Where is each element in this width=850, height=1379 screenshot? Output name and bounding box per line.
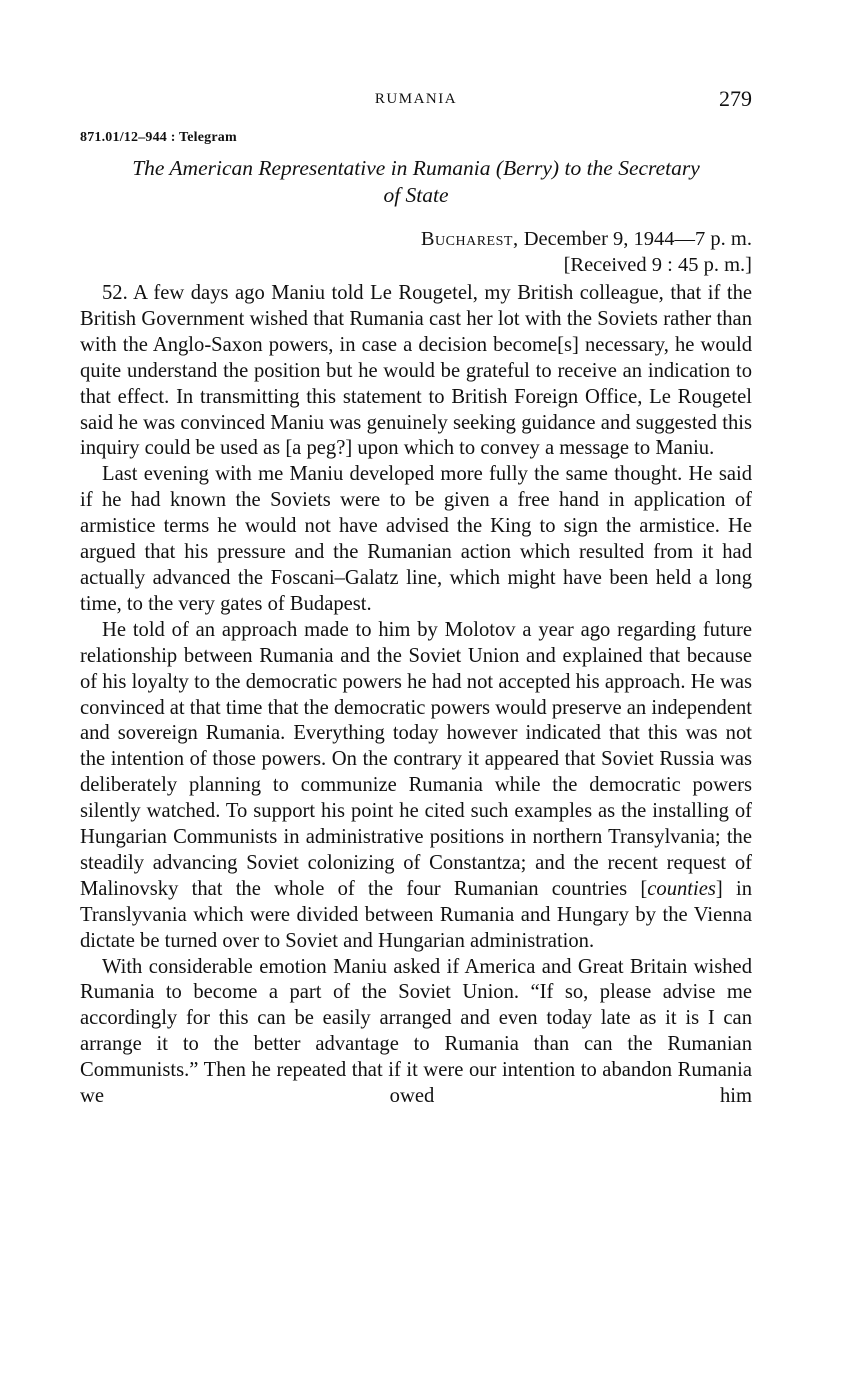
telegram-body bbox=[80, 281, 752, 1110]
paragraph-1: 52. A few days ago Maniu told Le Rougetel, my British colleague, that if the British Government wished that Rumania cast her lot with the Soviets rather than with the Anglo-Saxon powers, in case a decision become[s] necessary, he would quite understand the position but he would be grateful to receive an indication to that effect. In transmitting this statement to British Foreign Office, Le Rougetel said he was convinced Maniu was genuinely seeking guidance and suggested this inquiry could be used as [a peg?] upon which to convey a message to Maniu. bbox=[80, 282, 752, 460]
document-title bbox=[80, 155, 752, 209]
dateline-date: December 9, 1944—7 p. m. bbox=[518, 228, 752, 250]
page-number: 279 bbox=[719, 86, 752, 111]
paragraph-4: With considerable emotion Maniu asked if America and Great Britain wished Rumania to become a part of the Soviet Union. “If so, please advise me accordingly for this can be easily arranged and even today late as it is I can arrange it to the better advantage to Rumania than can the Rumanian Communists.” Then he repeated that if it were our intention to abandon Rumania we owed him bbox=[80, 955, 752, 1108]
document-title-line-2: of State bbox=[383, 183, 449, 207]
dateline-place: Bucharest, bbox=[420, 228, 519, 250]
dateline-received: [Received 9 : 45 p. m.] bbox=[563, 254, 752, 276]
dateline bbox=[421, 226, 752, 278]
running-head bbox=[80, 86, 752, 114]
paragraph-3-part-1: He told of an approach made to him by Molotov a year ago regarding future relationship between Rumania and the Soviet Union and explained that because of his loyalty to the democratic powers he had not accepted his approach. He was convinced at that time that the democratic powers would preserve an independent and sovereign Rumania. Everything today however indicated that this was not the intention of those powers. On the contrary it appeared that Soviet Russia was deliberately planning to communize Rumania while the democratic powers silently watched. To support his point he cited such examples as the installing of Hungarian Communists in administrative positions in northern Transylvania; the steadily advancing Soviet colonizing of Constantza; and the recent request of Malinovsky that the whole of the four Rumanian countries [ bbox=[80, 618, 752, 900]
paragraph-2: Last evening with me Maniu developed more fully the same thought. He said if he had known the Soviets were to be given a free hand in application of armistice terms he would not have advised the King to sign the armistice. He argued that his pressure and the Rumanian action which resulted from it had actually advanced the Foscani–Galatz line, which might have been held a long time, to the very gates of Budapest. bbox=[80, 463, 752, 615]
paragraph-3-italic: counties bbox=[647, 877, 716, 900]
paragraph-3-part-2: ] in Translyvania which were divided between Rumania and Hungary by the Vienna dictate be turned over to Soviet and Hungarian administration. bbox=[80, 877, 752, 952]
file-reference: 871.01/12–944 : Telegram bbox=[80, 130, 237, 145]
dateline-sent bbox=[421, 226, 752, 252]
running-title: RUMANIA bbox=[374, 91, 458, 107]
document-title-line-1: The American Representative in Rumania (Berry) to the Secretary bbox=[132, 156, 700, 180]
paragraph-3 bbox=[80, 618, 752, 955]
